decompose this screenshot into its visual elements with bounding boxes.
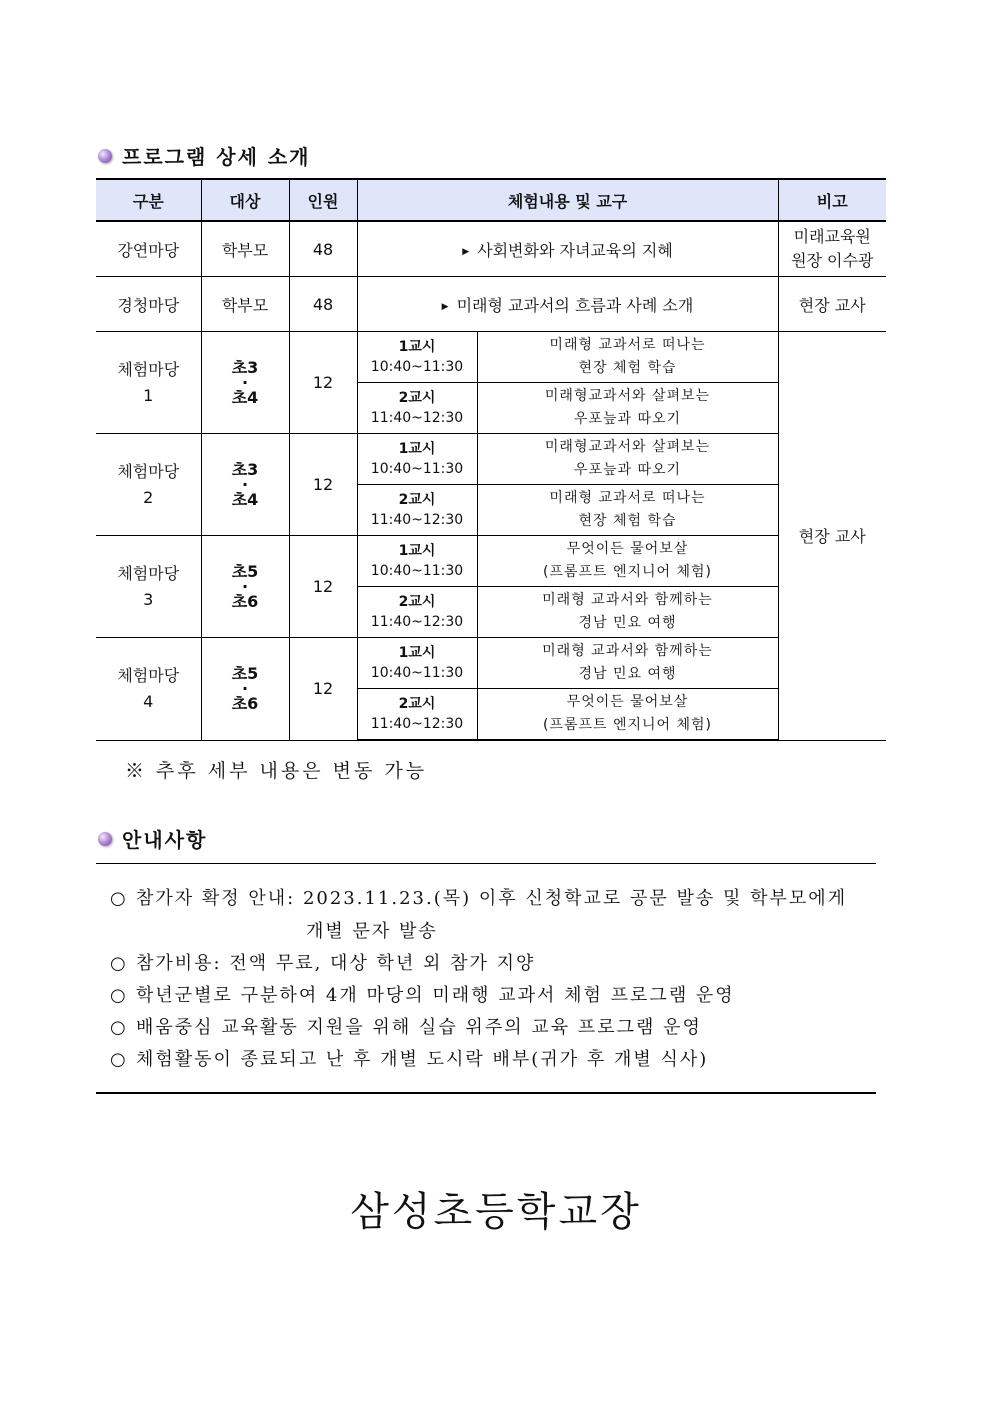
lecture-content xyxy=(357,221,778,277)
period-time: 10:40~11:30 xyxy=(370,665,464,681)
period-time: 10:40~11:30 xyxy=(370,461,464,477)
header-content: 체험내용 및 교구 xyxy=(357,179,778,221)
experience-1-category-line1: 체험마당 xyxy=(117,359,180,379)
period-time: 10:40~11:30 xyxy=(370,359,464,375)
activity-line2: 경남 민요 여행 xyxy=(578,615,677,631)
header-target: 대상 xyxy=(201,179,289,221)
table-row-experience-4-period-1 xyxy=(96,638,886,689)
notice-item-2 xyxy=(110,949,535,975)
listening-content-text: 미래형 교과서의 흐름과 사례 소개 xyxy=(456,295,694,315)
period-time: 11:40~12:30 xyxy=(370,512,464,528)
experience-1-period-1 xyxy=(357,332,477,383)
table-row-experience-3-period-1 xyxy=(96,536,886,587)
period-time: 11:40~12:30 xyxy=(370,410,464,426)
experience-2-target-bottom: 초4 xyxy=(231,489,259,509)
circle-bullet-icon: ○ xyxy=(110,985,128,1006)
lecture-remark-line1: 미래교육원 xyxy=(793,227,871,246)
notice-item-4 xyxy=(110,1013,702,1039)
header-count: 인원 xyxy=(289,179,357,221)
period-name: 2교시 xyxy=(398,492,436,508)
experience-1-activity-2 xyxy=(477,383,778,434)
lecture-remark xyxy=(778,221,886,277)
experience-remark: 현장 교사 xyxy=(778,332,886,741)
experience-3-activity-2 xyxy=(477,587,778,638)
activity-line2: 현장 체험 학습 xyxy=(578,513,677,529)
experience-4-category-line2: 4 xyxy=(143,691,154,711)
listening-category: 경청마당 xyxy=(96,277,201,332)
activity-line1: 무엇이든 물어보살 xyxy=(566,541,689,557)
experience-1-activity-1 xyxy=(477,332,778,383)
period-name: 1교시 xyxy=(398,339,436,355)
experience-3-category-line1: 체험마당 xyxy=(117,563,180,583)
activity-line1: 미래형교과서와 살펴보는 xyxy=(544,439,711,455)
notice-section-title-text: 안내사항 xyxy=(122,828,208,852)
experience-2-category-line1: 체험마당 xyxy=(117,461,180,481)
period-time: 11:40~12:30 xyxy=(370,716,464,732)
lecture-target: 학부모 xyxy=(201,221,289,277)
experience-3-target xyxy=(201,536,289,638)
experience-3-category xyxy=(96,536,201,638)
activity-line1: 무엇이든 물어보살 xyxy=(566,694,689,710)
activity-line1: 미래형 교과서로 떠나는 xyxy=(549,490,706,506)
circle-bullet-icon: ○ xyxy=(110,1017,128,1038)
experience-1-category xyxy=(96,332,201,434)
experience-2-activity-1 xyxy=(477,434,778,485)
triangle-bullet-icon: ▶ xyxy=(462,246,470,257)
experience-2-count: 12 xyxy=(289,434,357,536)
experience-4-target-dot: · xyxy=(241,678,249,698)
notice-item-3 xyxy=(110,981,735,1007)
notice-item-1-line1: 참가자 확정 안내: 2023.11.23.(목) 이후 신청학교로 공문 발송 및 학부모에게 xyxy=(136,888,848,909)
experience-4-activity-1 xyxy=(477,638,778,689)
listening-remark: 현장 교사 xyxy=(778,277,886,332)
table-row-listening xyxy=(96,277,886,332)
program-section-title-text: 프로그램 상세 소개 xyxy=(122,145,311,169)
listening-count: 48 xyxy=(289,277,357,332)
circle-bullet-icon: ○ xyxy=(110,1049,128,1070)
activity-line2: 경남 민요 여행 xyxy=(578,666,677,682)
experience-4-period-2 xyxy=(357,689,477,741)
experience-2-activity-2 xyxy=(477,485,778,536)
experience-3-count: 12 xyxy=(289,536,357,638)
experience-1-count: 12 xyxy=(289,332,357,434)
listening-target: 학부모 xyxy=(201,277,289,332)
experience-1-target-dot: · xyxy=(241,372,249,392)
school-principal-signature: 삼성초등학교장 xyxy=(350,1189,642,1235)
notice-box xyxy=(96,863,876,1094)
experience-3-activity-1 xyxy=(477,536,778,587)
experience-3-target-bottom: 초6 xyxy=(231,591,259,611)
notice-item-5-text: 체험활동이 종료되고 난 후 개별 도시락 배부(귀가 후 개별 식사) xyxy=(136,1049,709,1070)
notice-item-4-text: 배움중심 교육활동 지원을 위해 실습 위주의 교육 프로그램 운영 xyxy=(136,1017,702,1038)
period-name: 2교시 xyxy=(398,390,436,406)
notice-item-2-text: 참가비용: 전액 무료, 대상 학년 외 참가 지양 xyxy=(136,953,536,974)
experience-4-target-bottom: 초6 xyxy=(231,693,259,713)
table-header-row xyxy=(96,179,886,221)
experience-2-target-top: 초3 xyxy=(231,459,259,479)
experience-1-period-2 xyxy=(357,383,477,434)
bullet-orb-icon xyxy=(98,832,112,846)
table-row-experience-1-period-1 xyxy=(96,332,886,383)
period-name: 2교시 xyxy=(398,696,436,712)
experience-2-category-line2: 2 xyxy=(143,487,154,507)
program-section-title xyxy=(98,141,311,170)
lecture-category: 강연마당 xyxy=(96,221,201,277)
notice-item-1-continued: 개별 문자 발송 xyxy=(306,921,438,942)
activity-line2: (프롬프트 엔지니어 체험) xyxy=(542,717,713,733)
lecture-content-text: 사회변화와 자녀교육의 지혜 xyxy=(477,240,673,260)
experience-2-target-dot: · xyxy=(241,474,249,494)
period-time: 10:40~11:30 xyxy=(370,563,464,579)
experience-1-target-bottom: 초4 xyxy=(231,387,259,407)
notice-section-title xyxy=(98,824,207,853)
period-name: 1교시 xyxy=(398,543,436,559)
experience-1-target xyxy=(201,332,289,434)
notice-item-1 xyxy=(110,884,847,910)
lecture-remark-line2: 원장 이수광 xyxy=(791,251,874,270)
experience-4-target xyxy=(201,638,289,741)
activity-line2: 우포늪과 따오기 xyxy=(573,462,682,478)
experience-3-period-2 xyxy=(357,587,477,638)
activity-line2: 우포늪과 따오기 xyxy=(573,411,682,427)
experience-4-period-1 xyxy=(357,638,477,689)
experience-1-category-line2: 1 xyxy=(143,385,154,405)
experience-4-count: 12 xyxy=(289,638,357,741)
triangle-bullet-icon: ▶ xyxy=(441,301,449,312)
notice-item-5 xyxy=(110,1045,708,1071)
experience-4-activity-2 xyxy=(477,689,778,741)
activity-line2: (프롬프트 엔지니어 체험) xyxy=(542,564,713,580)
experience-2-target xyxy=(201,434,289,536)
period-name: 1교시 xyxy=(398,441,436,457)
period-name: 2교시 xyxy=(398,594,436,610)
activity-line1: 미래형 교과서로 떠나는 xyxy=(549,337,706,353)
bullet-orb-icon xyxy=(98,149,112,163)
experience-4-category-line1: 체험마당 xyxy=(117,665,180,685)
notice-item-3-text: 학년군별로 구분하여 4개 마당의 미래행 교과서 체험 프로그램 운영 xyxy=(136,985,735,1006)
change-note: ※ 추후 세부 내용은 변동 가능 xyxy=(125,760,428,782)
activity-line1: 미래형교과서와 살펴보는 xyxy=(544,388,711,404)
activity-line1: 미래형 교과서와 함께하는 xyxy=(542,643,713,659)
experience-2-period-2 xyxy=(357,485,477,536)
experience-3-target-dot: · xyxy=(241,576,249,596)
experience-3-target-top: 초5 xyxy=(231,561,259,581)
header-remark: 비고 xyxy=(778,179,886,221)
period-time: 11:40~12:30 xyxy=(370,614,464,630)
lecture-count: 48 xyxy=(289,221,357,277)
experience-1-target-top: 초3 xyxy=(231,357,259,377)
activity-line1: 미래형 교과서와 함께하는 xyxy=(542,592,713,608)
table-row-lecture xyxy=(96,221,886,277)
experience-4-target-top: 초5 xyxy=(231,663,259,683)
circle-bullet-icon: ○ xyxy=(110,953,128,974)
period-name: 1교시 xyxy=(398,645,436,661)
header-category: 구분 xyxy=(96,179,201,221)
circle-bullet-icon: ○ xyxy=(110,888,128,909)
program-table xyxy=(96,178,886,741)
experience-3-category-line2: 3 xyxy=(143,589,154,609)
activity-line2: 현장 체험 학습 xyxy=(578,360,677,376)
experience-2-category xyxy=(96,434,201,536)
experience-4-category xyxy=(96,638,201,741)
experience-3-period-1 xyxy=(357,536,477,587)
table-row-experience-2-period-1 xyxy=(96,434,886,485)
experience-2-period-1 xyxy=(357,434,477,485)
listening-content xyxy=(357,277,778,332)
